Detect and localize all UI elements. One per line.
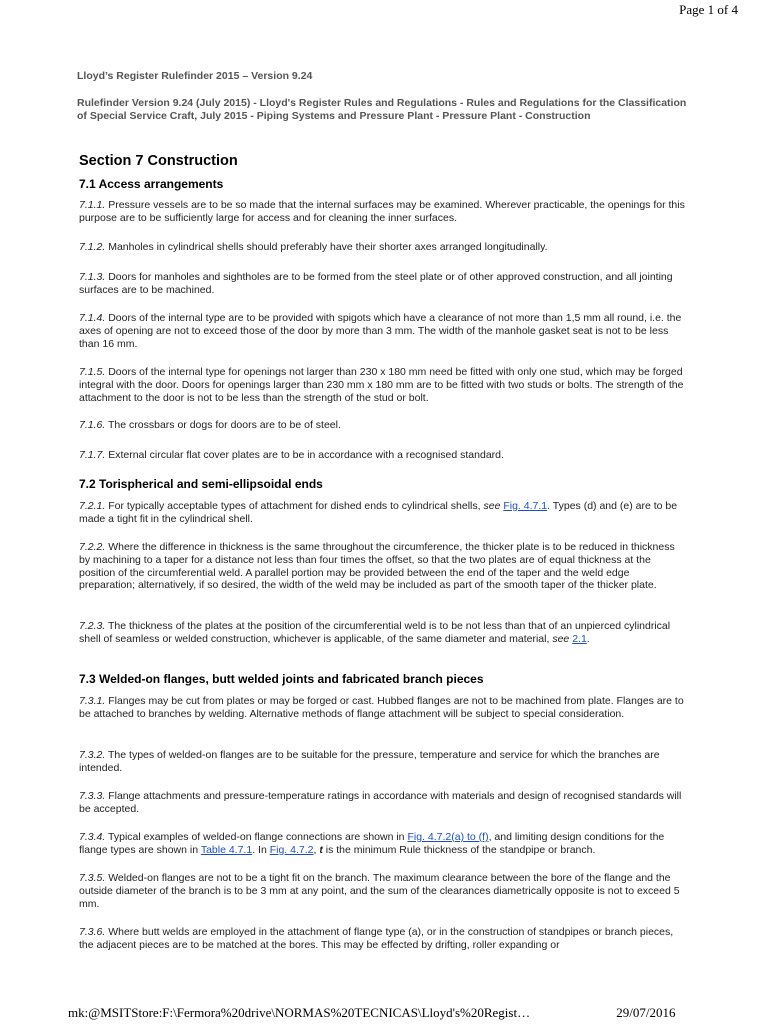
paragraph-text: Typical examples of welded-on flange connections are shown in <box>108 831 405 843</box>
section-title: Section 7 Construction <box>79 153 238 169</box>
paragraph-7-1-5 <box>79 366 687 404</box>
subsection-title-7-3: 7.3 Welded-on flanges, butt welded joints and fabricated branch pieces <box>79 672 484 686</box>
footer-source-path: mk:@MSITStore:F:\Fermora%20drive\NORMAS%20TECNICAS\Lloyd's%20Regist… <box>68 1005 531 1020</box>
paragraph-text: . In <box>252 843 267 856</box>
paragraph-text: , <box>313 843 317 856</box>
paragraph-text: Doors of the internal type for openings not larger than 230 x 180 mm need be fitted with only one stud, which may be forged integral with the door. Doors for openings larger than 230 mm x 180 mm are to be fitted with two studs or bolts. The strength of the attachment to the door is not to be less than the strength of the stud or bolt. <box>79 366 684 404</box>
paragraph-text: The crossbars or dogs for doors are to be of steel. <box>108 419 341 431</box>
paragraph-text: The thickness of the plates at the position of the circumferential weld is to be not less than that of an unpierced cylindrical shell of seamless or welded construction, whichever is applicable, of the same diameter and material, <box>79 620 671 645</box>
paragraph-text: For typically acceptable types of attachment for dished ends to cylindrical shells, <box>108 500 481 512</box>
print-footer <box>68 1005 708 1021</box>
subsection-title-7-1: 7.1 Access arrangements <box>79 177 224 191</box>
symbol-t: t <box>319 843 323 856</box>
paragraph-number: 7.2.2. <box>79 541 106 553</box>
paragraph-text: Pressure vessels are to be so made that the internal surfaces may be examined. Wherever practicable, the openings for this purpose are to be sufficiently large for access and for cleaning the inner surfaces. <box>79 199 685 224</box>
paragraph-number: 7.1.6. <box>79 419 106 431</box>
page-number: Page 1 of 4 <box>679 2 738 17</box>
paragraph-text: Welded-on flanges are not to be a tight fit on the branch. The maximum clearance between the bore of the flange and the outside diameter of the branch is to be 3 mm at any point, and the sum of the clearances diametrically opposite is not to exceed 5 mm. <box>79 872 680 910</box>
paragraph-7-3-3 <box>79 790 687 816</box>
paragraph-7-3-5 <box>79 872 687 910</box>
app-title: Lloyd’s Register Rulefinder 2015 – Version 9.24 <box>77 70 313 82</box>
link-table-4-7-1[interactable]: Table 4.7.1 <box>200 843 253 856</box>
paragraph-number: 7.1.1. <box>79 199 106 211</box>
paragraph-7-1-3 <box>79 271 687 297</box>
paragraph-7-3-6 <box>79 926 687 952</box>
paragraph-number: 7.3.5. <box>79 872 106 884</box>
paragraph-7-1-2 <box>79 241 687 254</box>
paragraph-text: Flange attachments and pressure-temperature ratings in accordance with materials and design of recognised standards will be accepted. <box>79 790 682 815</box>
paragraph-number: 7.1.3. <box>79 271 106 283</box>
link-fig-4-7-2[interactable]: Fig. 4.7.2 <box>269 843 314 856</box>
paragraph-number: 7.3.1. <box>79 695 106 707</box>
paragraph-7-2-2 <box>79 541 687 592</box>
paragraph-7-3-2 <box>79 749 687 775</box>
paragraph-7-3-1 <box>79 695 687 721</box>
paragraph-7-1-7 <box>79 449 687 462</box>
paragraph-text: Where the difference in thickness is the same throughout the circumference, the thicker plate is to be reduced in thickness by machining to a taper for a distance not less than four times the offset, so that the two plates are of equal thickness at the position of the circumferential weld. A parallel portion may be provided between the end of the taper and the weld edge preparation; alternatively, if so desired, the width of the weld may be included as part of the smooth taper of the thicker plate. <box>79 541 675 592</box>
subsection-title-7-2: 7.2 Torispherical and semi-ellipsoidal ends <box>79 477 323 491</box>
paragraph-number: 7.1.2. <box>79 241 106 253</box>
paragraph-7-3-4 <box>79 831 687 857</box>
paragraph-text: Doors for manholes and sightholes are to be formed from the steel plate or of other approved construction, and all jointing surfaces are to be machined. <box>79 271 673 296</box>
paragraph-number: 7.2.3. <box>79 620 106 632</box>
see-text: see <box>483 500 501 512</box>
paragraph-text: is the minimum Rule thickness of the standpipe or branch. <box>325 843 596 856</box>
paragraph-7-1-6 <box>79 419 687 432</box>
paragraph-number: 7.3.4. <box>79 831 106 843</box>
paragraph-text: . <box>586 632 590 645</box>
paragraph-number: 7.3.2. <box>79 749 106 761</box>
paragraph-text: , and limiting design conditions for the flange types are shown in <box>79 831 665 856</box>
paragraph-number: 7.1.5. <box>79 366 106 378</box>
paragraph-number: 7.1.4. <box>79 312 106 324</box>
breadcrumb: Rulefinder Version 9.24 (July 2015) - Lloyd's Register Rules and Regulations - Rules and Regulations for the Classification of Special Service Craft, July 2015 - Piping Systems and Pressure Plant - Pressure Plant - Construction <box>77 97 687 122</box>
paragraph-text: . Types (d) and (e) are to be made a tight fit in the cylindrical shell. <box>79 500 678 525</box>
paragraph-number: 7.2.1. <box>79 500 106 512</box>
link-fig-4-7-2-a-f[interactable]: Fig. 4.7.2(a) to (f) <box>407 831 489 843</box>
paragraph-text: Manholes in cylindrical shells should preferably have their shorter axes arranged longitudinally. <box>108 241 548 253</box>
paragraph-number: 7.3.3. <box>79 790 106 802</box>
paragraph-text: Where butt welds are employed in the attachment of flange type (a), or in the construction of standpipes or branch pieces, the adjacent pieces are to be matched at the bores. This may be effected by drifting, roller expanding or <box>79 926 674 951</box>
paragraph-number: 7.3.6. <box>79 926 106 938</box>
paragraph-7-2-1 <box>79 500 687 526</box>
paragraph-number: 7.1.7. <box>79 449 106 461</box>
link-2-1[interactable]: 2.1 <box>572 632 587 645</box>
link-fig-4-7-1[interactable]: Fig. 4.7.1 <box>503 500 548 512</box>
paragraph-7-1-4 <box>79 312 687 350</box>
paragraph-7-2-3 <box>79 620 687 646</box>
paragraph-text: External circular flat cover plates are to be in accordance with a recognised standard. <box>108 449 504 461</box>
paragraph-text: Doors of the internal type are to be provided with spigots which have a clearance of not more than 1,5 mm all round, i.e. the axes of opening are not to exceed those of the door by more than 3 mm. The width of the manhole gasket seat is not to be less than 16 mm. <box>79 312 682 350</box>
see-text: see <box>552 632 570 645</box>
footer-date: 29/07/2016 <box>616 1005 676 1020</box>
paragraph-text: Flanges may be cut from plates or may be forged or cast. Hubbed flanges are not to be machined from plate. Flanges are to be attached to branches by welding. Alternative methods of flange attachment will be subject to special consideration. <box>79 695 684 720</box>
paragraph-7-1-1 <box>79 199 687 225</box>
paragraph-text: The types of welded-on flanges are to be suitable for the pressure, temperature and service for which the branches are intended. <box>79 749 660 774</box>
